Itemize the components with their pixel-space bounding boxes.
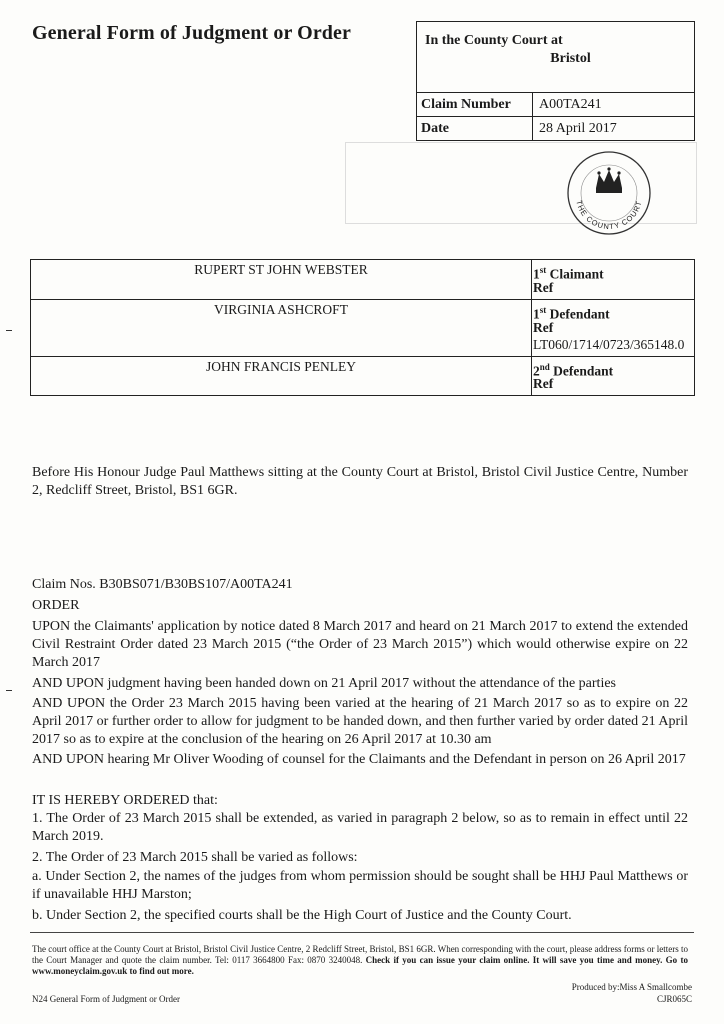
punch-mark [6, 330, 12, 331]
order-paragraph: a. Under Section 2, the names of the judges from whom permission should be sought shall be HHJ Paul Matthews or if unavailable HHJ Marston; [32, 869, 688, 902]
party-name: VIRGINIA ASHCROFT [214, 302, 348, 317]
court-info-box [416, 21, 695, 141]
cell-divider [532, 117, 533, 141]
claim-numbers: Claim Nos. B30BS071/B30BS107/A00TA241 [32, 577, 293, 592]
cell-divider [531, 300, 532, 356]
punch-mark [6, 690, 12, 691]
recital-paragraph: AND UPON judgment having been handed down on 21 April 2017 without the attendance of the parties [32, 676, 616, 691]
party-ref-label: Ref [533, 320, 554, 335]
order-paragraph: b. Under Section 2, the specified courts shall be the High Court of Justice and the County Court. [32, 908, 572, 923]
cell-divider [531, 357, 532, 395]
cell-divider [532, 93, 533, 117]
party-row [31, 300, 694, 357]
court-place: Bristol [550, 51, 591, 66]
party-ref-label: Ref [533, 376, 554, 391]
claim-number-value: A00TA241 [539, 97, 602, 112]
party-role: 1st Defendant [533, 305, 610, 322]
party-row [31, 357, 694, 395]
order-paragraph: 1. The Order of 23 March 2015 shall be extended, as varied in paragraph 2 below, so as to remain in effect until 22 March 2019. [32, 811, 688, 844]
party-ref-label: Ref [533, 280, 554, 295]
court-label: In the County Court at [425, 33, 563, 48]
recital-paragraph: AND UPON hearing Mr Oliver Wooding of counsel for the Claimants and the Defendant in person on 26 April 2017 [32, 752, 686, 767]
party-row [31, 260, 694, 300]
seal-text: THE COUNTY COURT [574, 199, 644, 232]
party-ref-value: LT060/1714/0723/365148.0 [533, 337, 685, 352]
order-paragraph: 2. The Order of 23 March 2015 shall be varied as follows: [32, 850, 358, 865]
form-code: CJR065C [656, 994, 692, 1004]
party-name: JOHN FRANCIS PENLEY [205, 359, 357, 374]
court-name-cell [417, 22, 694, 93]
date-value: 28 April 2017 [539, 121, 617, 136]
form-title: General Form of Judgment or Order [32, 22, 351, 44]
crown-seal-icon [566, 150, 652, 236]
parties-table [30, 259, 695, 396]
party-name: RUPERT ST JOHN WEBSTER [194, 262, 368, 277]
claim-number-label: Claim Number [421, 97, 511, 112]
claim-number-row [417, 92, 694, 117]
footer-note [32, 944, 688, 977]
produced-by: Produced by:Miss A Smallcombe [571, 982, 692, 992]
before-paragraph: Before His Honour Judge Paul Matthews sitting at the County Court at Bristol, Bristol Civil Justice Centre, Number 2, Redcliff Street, Bristol, BS1 6GR. [32, 465, 688, 498]
party-role: 1st Claimant [533, 265, 604, 282]
date-label: Date [421, 121, 449, 136]
cell-divider [531, 260, 532, 299]
party-role: 2nd Defendant [533, 362, 614, 379]
footer-right [572, 981, 692, 1005]
date-row [417, 116, 694, 141]
recital-paragraph: AND UPON the Order 23 March 2015 having been varied at the hearing of 21 March 2017 so as to expire on 22 April 2017 or further order to allow for judgment to be handed down, and then further varied by order dated 21 April 2017 so as to expire at the conclusion of the hearing on 26 April 2017 at 10.30 am [32, 696, 688, 747]
footer-divider [30, 932, 694, 933]
footer-online-notice: Check if you can issue your claim online. It will save you time and money. Go to www.moneyclaim.gov.uk to find out more. [32, 955, 688, 976]
order-intro: IT IS HEREBY ORDERED that: [32, 793, 218, 808]
form-name: N24 General Form of Judgment or Order [32, 994, 180, 1004]
order-heading: ORDER [32, 598, 80, 613]
footer-note-text: The court office at the County Court at Bristol, Bristol Civil Justice Centre, 2 Redcliff Street, Bristol, BS1 6GR. When corresponding with the court, please address forms or letters to the Court Manager and quote the claim number. Tel: 0117 3664800 Fax: 0870 3240048. [32, 944, 688, 965]
recital-paragraph: UPON the Claimants' application by notice dated 8 March 2017 and heard on 21 March 2017 to extend the extended Civil Restraint Order dated 23 March 2015 (“the Order of 23 March 2015”) which would otherwise expire on 22 March 2017 [32, 619, 688, 670]
